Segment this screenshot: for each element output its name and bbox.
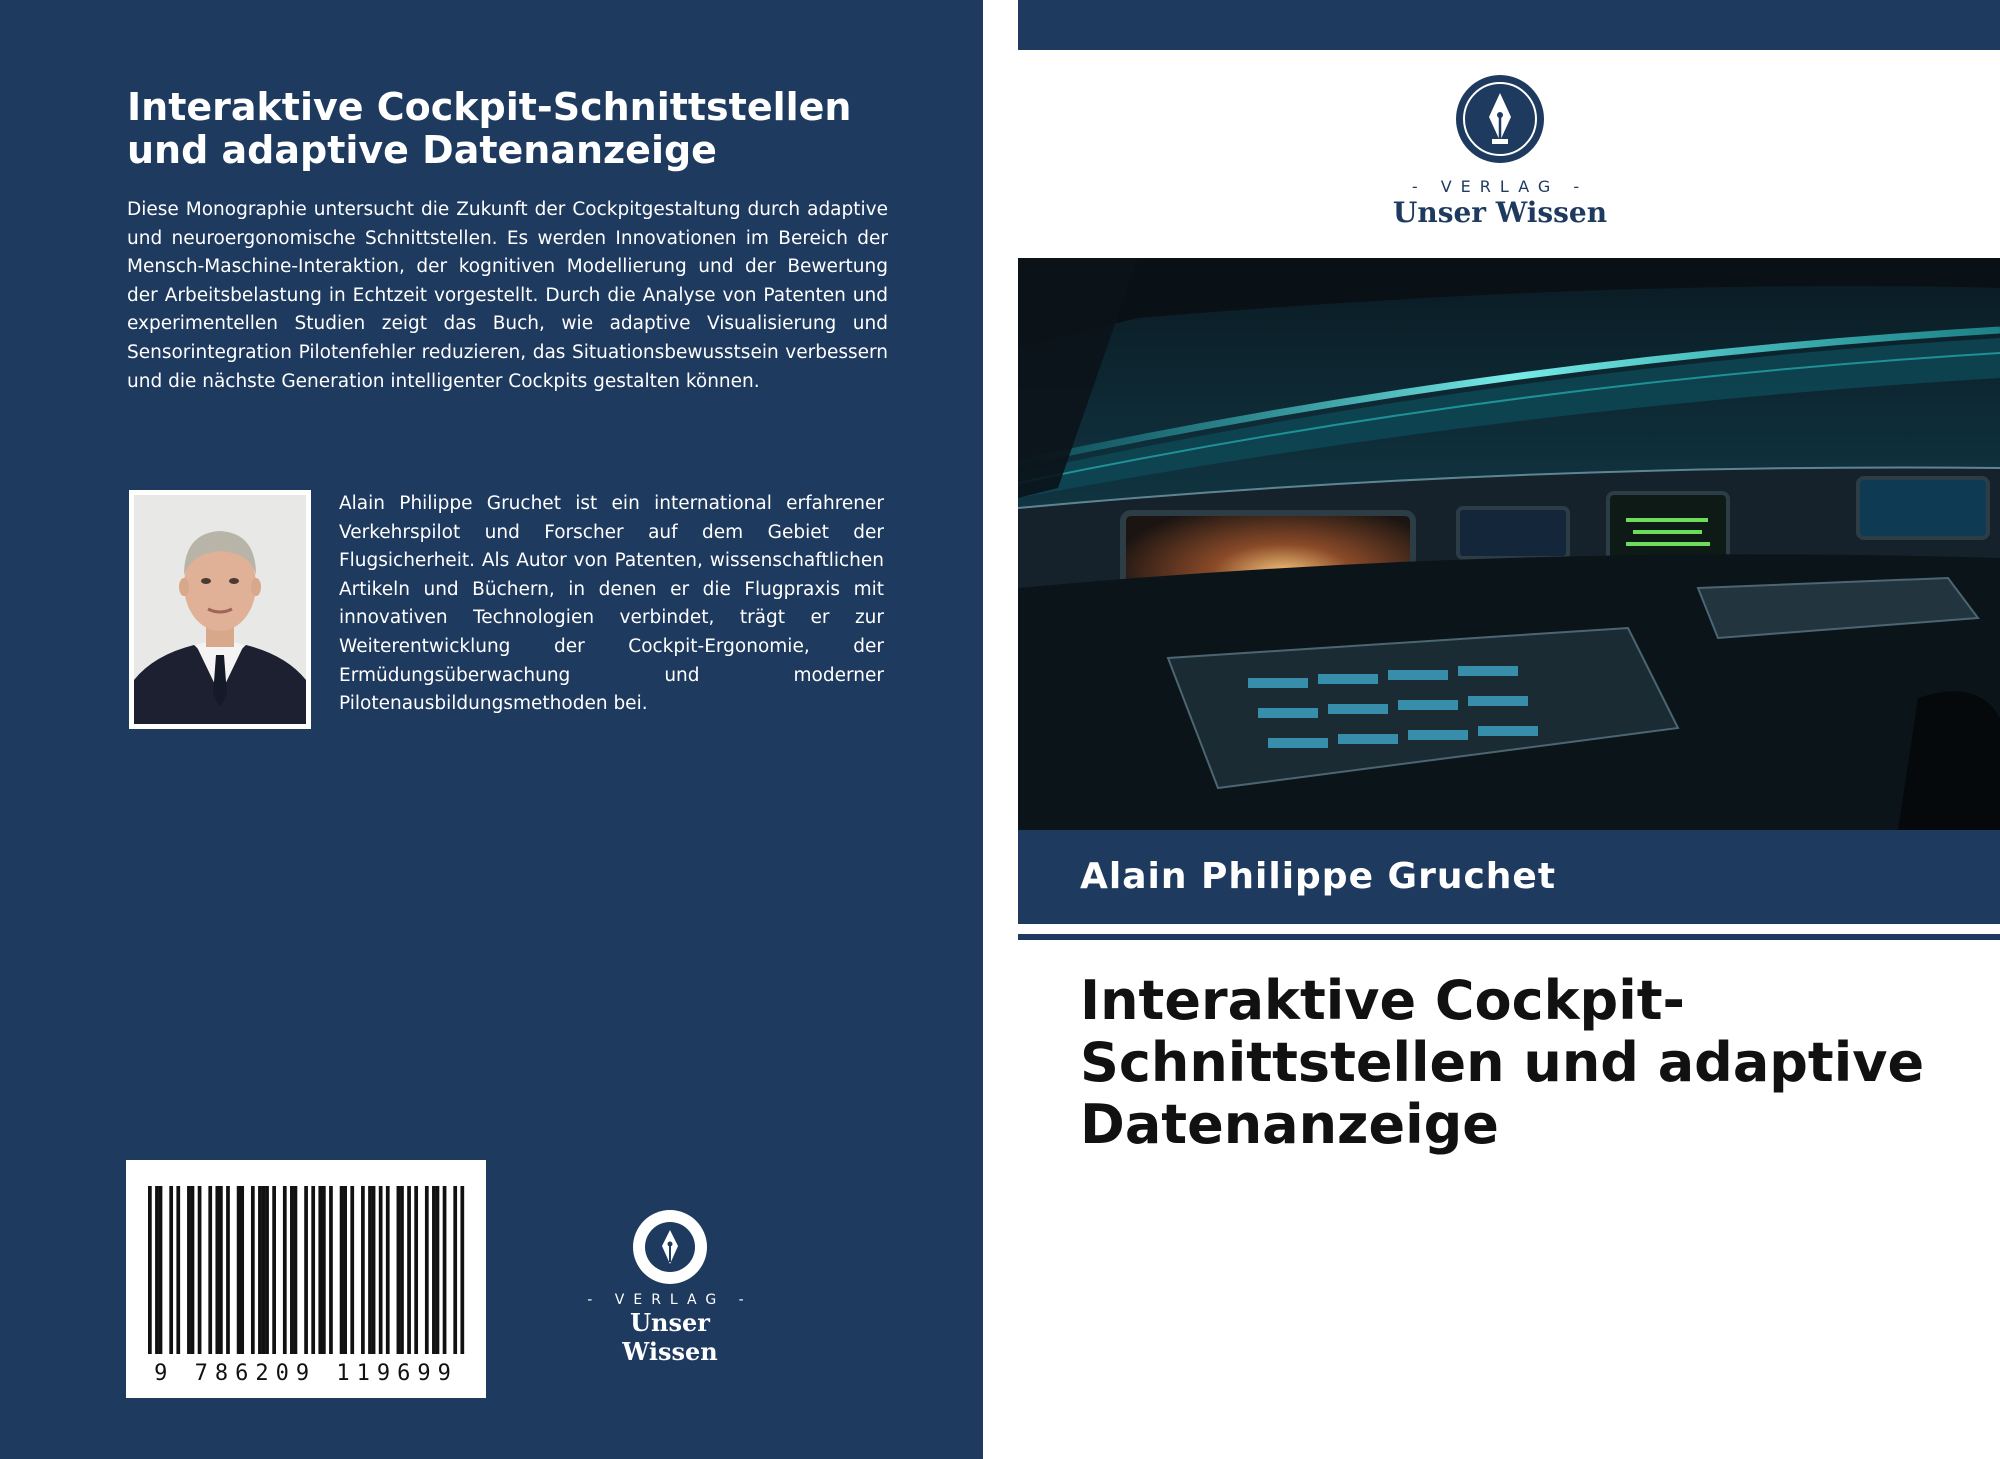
barcode-bar (340, 1186, 344, 1354)
barcode-bar (226, 1186, 230, 1354)
barcode-bar (176, 1186, 180, 1354)
barcode-bar (215, 1186, 219, 1354)
author-photo (129, 490, 311, 729)
barcode-bar (219, 1186, 223, 1354)
barcode-bar (237, 1186, 241, 1354)
front-divider (1018, 934, 2000, 940)
barcode-bar (386, 1186, 390, 1354)
barcode-bar (432, 1186, 436, 1354)
barcode-bar (148, 1186, 152, 1354)
barcode-bar (272, 1186, 276, 1354)
barcode-bar (240, 1186, 244, 1354)
barcode-bar (283, 1186, 287, 1354)
barcode-bar (169, 1186, 173, 1354)
barcode-bar (322, 1186, 326, 1354)
back-publisher-logo (580, 1208, 760, 1366)
barcode-bar (191, 1186, 195, 1354)
barcode-bar (379, 1186, 383, 1354)
front-top-bar (1018, 0, 2000, 50)
front-publisher-name: Unser Wissen (1392, 196, 1608, 229)
barcode-bar (329, 1186, 333, 1354)
barcode-bar (397, 1186, 401, 1354)
barcode-bar (311, 1186, 315, 1354)
barcode-bar (251, 1186, 255, 1354)
barcode-bar (453, 1186, 457, 1354)
barcode-bar (258, 1186, 262, 1354)
publisher-seal-icon (631, 1208, 709, 1286)
cockpit-cover-image (1018, 258, 2000, 830)
barcode-digits: 9 786209 119699 (154, 1361, 458, 1386)
front-verlag-label: - VERLAG - (1411, 177, 1589, 196)
barcode-bar (460, 1186, 464, 1354)
barcode-bar (265, 1186, 269, 1354)
barcode-bar (343, 1186, 347, 1354)
author-portrait-icon (134, 495, 306, 724)
back-publisher-name: Unser Wissen (622, 1308, 718, 1366)
front-cover-title: Interaktive Cockpit-Schnittstellen und adaptive Datenanzeige (1080, 969, 1925, 1156)
barcode-bar (414, 1186, 418, 1354)
front-publisher-logo (1380, 73, 1620, 229)
barcode-bar (290, 1186, 294, 1354)
barcode-bar (187, 1186, 191, 1354)
fountain-pen-nib-icon (1454, 73, 1546, 165)
barcode-bar (407, 1186, 411, 1354)
barcode-bar (425, 1186, 429, 1354)
barcode-bar (294, 1186, 298, 1354)
isbn-barcode (126, 1160, 486, 1398)
barcode-bar (159, 1186, 163, 1354)
barcode-bar (208, 1186, 212, 1354)
cover-gap (983, 0, 1018, 1459)
back-verlag-label: - VERLAG - (587, 1292, 753, 1308)
front-author-name: Alain Philippe Gruchet (1080, 856, 1557, 897)
barcode-bar (361, 1186, 365, 1354)
barcode-bar (318, 1186, 322, 1354)
barcode-bar (443, 1186, 447, 1354)
barcode-bar (262, 1186, 266, 1354)
barcode-bar (400, 1186, 404, 1354)
barcode-bar (350, 1186, 354, 1354)
author-bio: Alain Philippe Gruchet ist ein international erfahrener Verkehrspilot und Forscher auf dem Gebiet der Flugsicherheit. Als Autor von Patenten, wissenschaftlichen Artikeln und Büchern, in denen er die Flugpraxis mit innovativen Technologien verbindet, trägt er zur Weiterentwicklung der Cockpit-Ergonomie, der Ermüdungsüberwachung und moderner Pilotenausbildungsmethoden bei. (339, 493, 884, 715)
author-bar (1018, 830, 2000, 924)
spaceship-cockpit-illustration (1018, 258, 2000, 830)
barcode-bars (126, 1160, 486, 1360)
barcode-bar (368, 1186, 372, 1354)
barcode-bar (304, 1186, 308, 1354)
barcode-bar (155, 1186, 159, 1354)
back-cover-title: Interaktive Cockpit-Schnittstellen und adaptive Datenanzeige (127, 85, 852, 172)
barcode-bar (436, 1186, 440, 1354)
barcode-bar (372, 1186, 376, 1354)
barcode-bar (198, 1186, 202, 1354)
back-cover-description: Diese Monographie untersucht die Zukunft der Cockpitgestaltung durch adaptive und neuroergonomische Schnittstellen. Es werden Innovationen im Bereich der Mensch-Maschine-Interaktion, der kognitiven Modellierung und der Bewertung der Arbeitsbelastung in Echtzeit vorgestellt. Durch die Analyse von Patenten und experimentellen Studien zeigt das Buch, wie adaptive Visualisierung und Sensorintegration Pilotenfehler reduzieren, das Situationsbewusstsein verbessern und die nächste Generation intelligenter Cockpits gestalten können. (127, 199, 888, 392)
